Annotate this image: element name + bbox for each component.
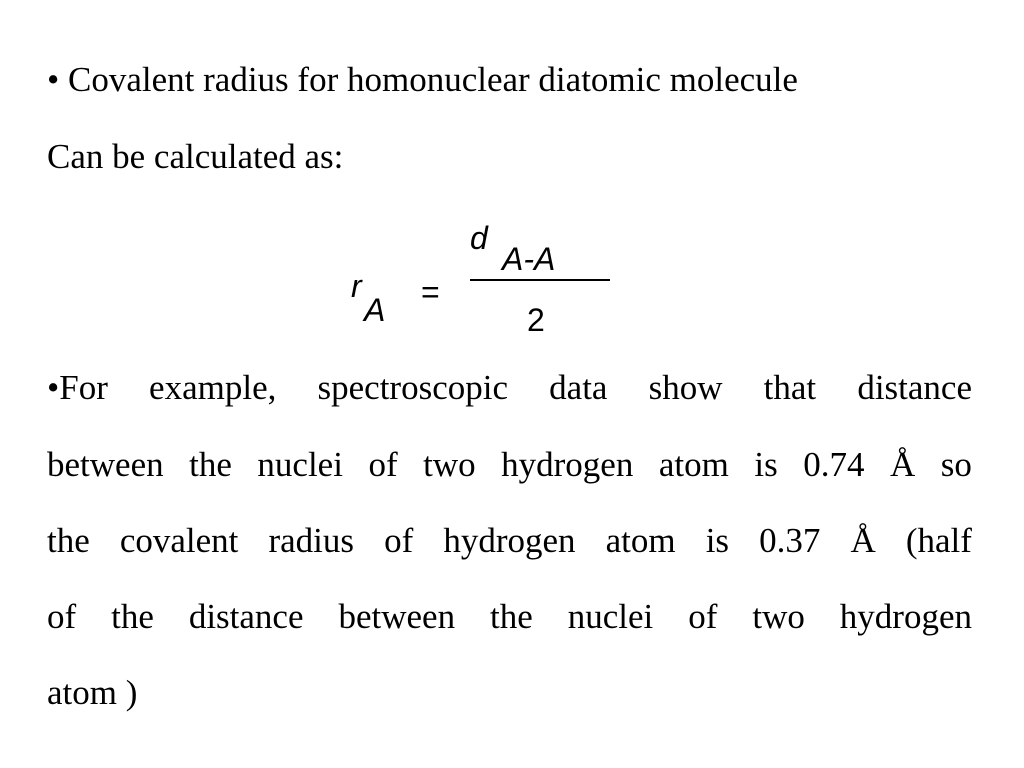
formula-fraction-bar — [470, 279, 610, 281]
example-word: so — [940, 445, 972, 484]
example-word: atom — [605, 521, 676, 560]
formula-r-subscript: A — [364, 292, 386, 328]
example-word: is — [705, 521, 730, 560]
example-bullet: • — [47, 368, 60, 407]
formula-d-subscript: A-A — [502, 241, 556, 277]
example-word: radius — [268, 521, 355, 560]
example-word: 0.74 — [803, 445, 865, 484]
example-word: hydrogen — [501, 445, 634, 484]
example-word: that — [763, 368, 817, 407]
intro-line-1 — [47, 60, 798, 100]
intro-text-line-2: Can be calculated as: — [47, 137, 344, 176]
formula-r-symbol: r — [351, 268, 362, 304]
example-word: atom — [658, 445, 729, 484]
example-word: the — [189, 445, 232, 484]
example-word: •For — [47, 368, 108, 407]
example-word: example, — [149, 368, 277, 407]
example-word: nuclei — [567, 597, 654, 636]
example-word: show — [648, 368, 723, 407]
example-word: (half — [905, 521, 972, 560]
example-word: two — [752, 597, 805, 636]
example-word: distance — [857, 368, 972, 407]
example-word: between — [47, 445, 164, 484]
intro-text-line-1: Covalent radius for homonuclear diatomic molecule — [68, 60, 798, 99]
example-word: covalent — [119, 521, 239, 560]
example-word: is — [754, 445, 778, 484]
example-word: Å — [890, 445, 916, 484]
example-word: two — [423, 445, 476, 484]
formula-denominator: 2 — [527, 302, 545, 338]
example-word: nuclei — [257, 445, 343, 484]
example-last-line: atom ) — [47, 673, 138, 712]
example-word: of — [47, 597, 77, 636]
example-word: the — [490, 597, 533, 636]
example-line-4 — [47, 597, 972, 637]
example-word: hydrogen — [443, 521, 576, 560]
formula-equals-sign: = — [421, 274, 440, 310]
example-word: of — [384, 521, 414, 560]
example-line-1 — [47, 368, 972, 408]
example-word: spectroscopic — [317, 368, 508, 407]
example-line-2 — [47, 445, 972, 485]
example-word: the — [47, 521, 90, 560]
intro-line-2 — [47, 137, 343, 177]
example-word: between — [338, 597, 456, 636]
example-word: data — [549, 368, 608, 407]
example-word: the — [111, 597, 154, 636]
example-word: hydrogen — [839, 597, 972, 636]
example-word: 0.37 — [759, 521, 821, 560]
formula-d-symbol: d — [470, 220, 488, 256]
example-line-3 — [47, 521, 972, 561]
example-word: of — [368, 445, 398, 484]
example-word: of — [688, 597, 718, 636]
intro-bullet: • — [47, 60, 60, 99]
example-word: Å — [850, 521, 876, 560]
example-line-5 — [47, 673, 137, 713]
example-word: distance — [188, 597, 304, 636]
